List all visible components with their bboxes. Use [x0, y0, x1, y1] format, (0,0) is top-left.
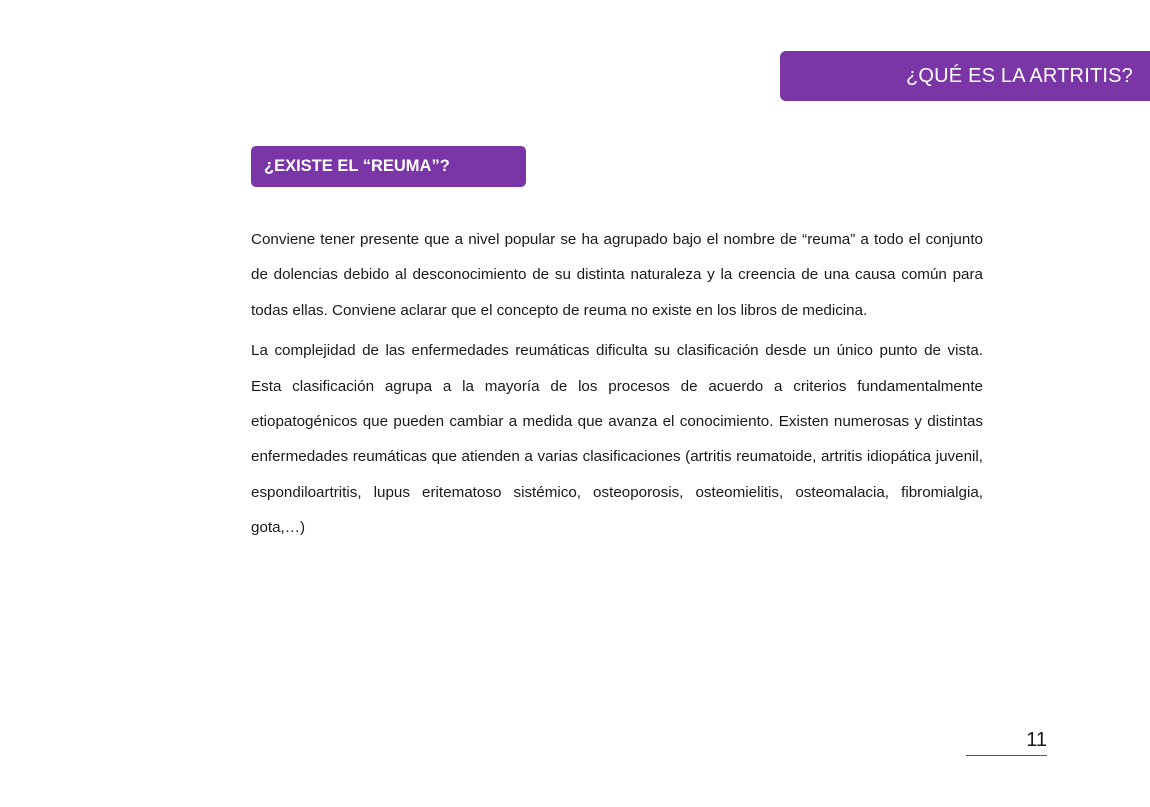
page-number: 11	[966, 726, 1047, 756]
body-text	[251, 222, 983, 546]
section-heading-box	[251, 146, 526, 187]
paragraph: La complejidad de las enfermedades reumáticas dificulta su clasificación desde un único punto de vista. Esta clasificación agrupa a la mayoría de los procesos de acuerdo a criterios fundamentalmente etiopatogénicos que pueden cambiar a medida que avanza el conocimiento. Existen numerosas y distintas enfermedades reumáticas que atienden a varias clasificaciones (artritis reumatoide, artritis idiopática juvenil, espondiloartritis, lupus eritematoso sistémico, osteoporosis, osteomielitis, osteomalacia, fibromialgia, gota,…)	[251, 342, 983, 537]
header-banner	[780, 51, 1150, 101]
header-title: ¿QUÉ ES LA ARTRITIS?	[905, 64, 1133, 87]
paragraph: Conviene tener presente que a nivel popular se ha agrupado bajo el nombre de “reuma” a todo el conjunto de dolencias debido al desconocimiento de su distinta naturaleza y la creencia de una causa común para todas ellas. Conviene aclarar que el concepto de reuma no existe en los libros de medicina.	[251, 231, 983, 319]
section-title: ¿EXISTE EL “REUMA”?	[264, 157, 450, 175]
